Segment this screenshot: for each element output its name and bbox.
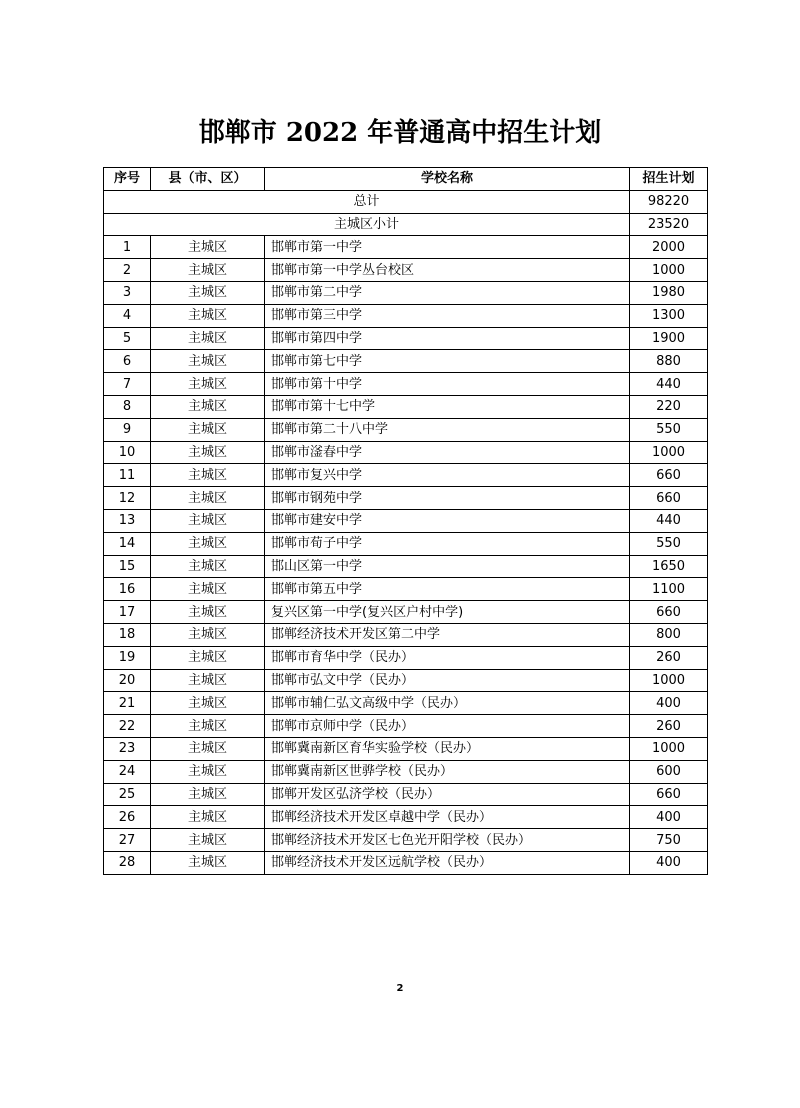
table-row <box>104 851 708 874</box>
table-row <box>104 578 708 601</box>
row-no: 19 <box>104 646 151 669</box>
row-county: 主城区 <box>151 236 265 259</box>
row-county: 主城区 <box>151 441 265 464</box>
row-county: 主城区 <box>151 281 265 304</box>
row-count: 660 <box>630 487 708 510</box>
row-count: 550 <box>630 532 708 555</box>
table-row <box>104 737 708 760</box>
row-count: 880 <box>630 350 708 373</box>
row-no: 13 <box>104 509 151 532</box>
row-no: 16 <box>104 578 151 601</box>
row-county: 主城区 <box>151 623 265 646</box>
row-count: 800 <box>630 623 708 646</box>
row-school: 邯郸市荀子中学 <box>265 532 630 555</box>
table-row <box>104 532 708 555</box>
row-no: 11 <box>104 464 151 487</box>
row-count: 1100 <box>630 578 708 601</box>
row-count: 1000 <box>630 259 708 282</box>
row-no: 1 <box>104 236 151 259</box>
subtotal-label: 主城区小计 <box>104 213 630 236</box>
row-county: 主城区 <box>151 646 265 669</box>
row-school: 邯郸冀南新区世骅学校（民办） <box>265 760 630 783</box>
row-count: 440 <box>630 373 708 396</box>
row-count: 260 <box>630 715 708 738</box>
row-county: 主城区 <box>151 464 265 487</box>
row-count: 220 <box>630 395 708 418</box>
row-no: 25 <box>104 783 151 806</box>
table-row <box>104 669 708 692</box>
row-school: 邯郸市复兴中学 <box>265 464 630 487</box>
subtotal-row <box>104 213 708 236</box>
row-no: 8 <box>104 395 151 418</box>
table-row <box>104 464 708 487</box>
row-no: 22 <box>104 715 151 738</box>
row-school: 邯郸市第四中学 <box>265 327 630 350</box>
table-row <box>104 829 708 852</box>
row-count: 400 <box>630 851 708 874</box>
row-school: 邯郸市第一中学 <box>265 236 630 259</box>
header-count: 招生计划 <box>630 168 708 191</box>
row-school: 邯郸经济技术开发区卓越中学（民办） <box>265 806 630 829</box>
row-county: 主城区 <box>151 601 265 624</box>
row-no: 2 <box>104 259 151 282</box>
row-school: 邯郸市弘文中学（民办） <box>265 669 630 692</box>
table-row <box>104 236 708 259</box>
row-no: 21 <box>104 692 151 715</box>
table-row <box>104 760 708 783</box>
row-no: 7 <box>104 373 151 396</box>
row-no: 26 <box>104 806 151 829</box>
row-county: 主城区 <box>151 760 265 783</box>
row-count: 600 <box>630 760 708 783</box>
row-county: 主城区 <box>151 578 265 601</box>
table-row <box>104 783 708 806</box>
row-county: 主城区 <box>151 692 265 715</box>
row-school: 复兴区第一中学(复兴区户村中学) <box>265 601 630 624</box>
row-county: 主城区 <box>151 829 265 852</box>
row-count: 1900 <box>630 327 708 350</box>
row-no: 4 <box>104 304 151 327</box>
row-no: 17 <box>104 601 151 624</box>
row-school: 邯郸市辅仁弘文高级中学（民办） <box>265 692 630 715</box>
row-county: 主城区 <box>151 806 265 829</box>
total-value: 98220 <box>630 190 708 213</box>
row-school: 邯郸市育华中学（民办） <box>265 646 630 669</box>
row-school: 邯山区第一中学 <box>265 555 630 578</box>
table-header-row <box>104 168 708 191</box>
row-county: 主城区 <box>151 783 265 806</box>
page-title: 邯郸市 2022 年普通高中招生计划 <box>198 118 602 148</box>
table-row <box>104 646 708 669</box>
row-school: 邯郸市第二中学 <box>265 281 630 304</box>
row-school: 邯郸经济技术开发区第二中学 <box>265 623 630 646</box>
row-count: 260 <box>630 646 708 669</box>
subtotal-value: 23520 <box>630 213 708 236</box>
row-county: 主城区 <box>151 259 265 282</box>
row-no: 3 <box>104 281 151 304</box>
header-school: 学校名称 <box>265 168 630 191</box>
page-number: 2 <box>396 983 404 994</box>
row-county: 主城区 <box>151 395 265 418</box>
row-school: 邯郸市钢苑中学 <box>265 487 630 510</box>
row-school: 邯郸市第十中学 <box>265 373 630 396</box>
row-county: 主城区 <box>151 373 265 396</box>
table-row <box>104 487 708 510</box>
table-row <box>104 601 708 624</box>
row-school: 邯郸开发区弘济学校（民办） <box>265 783 630 806</box>
table-row <box>104 281 708 304</box>
row-school: 邯郸市第二十八中学 <box>265 418 630 441</box>
table-row <box>104 806 708 829</box>
row-no: 5 <box>104 327 151 350</box>
row-no: 28 <box>104 851 151 874</box>
row-school: 邯郸市建安中学 <box>265 509 630 532</box>
row-school: 邯郸经济技术开发区七色光开阳学校（民办） <box>265 829 630 852</box>
total-label: 总计 <box>104 190 630 213</box>
row-no: 24 <box>104 760 151 783</box>
table-row <box>104 418 708 441</box>
row-school: 邯郸市第一中学丛台校区 <box>265 259 630 282</box>
row-no: 23 <box>104 737 151 760</box>
row-no: 9 <box>104 418 151 441</box>
row-school: 邯郸市第三中学 <box>265 304 630 327</box>
row-count: 750 <box>630 829 708 852</box>
table-row <box>104 441 708 464</box>
table-row <box>104 509 708 532</box>
table-row <box>104 715 708 738</box>
row-school: 邯郸市第七中学 <box>265 350 630 373</box>
row-county: 主城区 <box>151 304 265 327</box>
row-no: 12 <box>104 487 151 510</box>
table-row <box>104 327 708 350</box>
table-row <box>104 350 708 373</box>
row-no: 27 <box>104 829 151 852</box>
row-school: 邯郸市滏春中学 <box>265 441 630 464</box>
table-row <box>104 373 708 396</box>
row-county: 主城区 <box>151 509 265 532</box>
row-school: 邯郸市第十七中学 <box>265 395 630 418</box>
row-no: 15 <box>104 555 151 578</box>
row-count: 1650 <box>630 555 708 578</box>
row-county: 主城区 <box>151 669 265 692</box>
row-no: 6 <box>104 350 151 373</box>
row-school: 邯郸经济技术开发区远航学校（民办） <box>265 851 630 874</box>
row-no: 20 <box>104 669 151 692</box>
row-count: 660 <box>630 464 708 487</box>
row-no: 14 <box>104 532 151 555</box>
row-no: 10 <box>104 441 151 464</box>
table-row <box>104 555 708 578</box>
row-county: 主城区 <box>151 350 265 373</box>
total-row <box>104 190 708 213</box>
row-count: 1300 <box>630 304 708 327</box>
row-count: 660 <box>630 783 708 806</box>
row-county: 主城区 <box>151 737 265 760</box>
row-count: 660 <box>630 601 708 624</box>
table-row <box>104 304 708 327</box>
row-school: 邯郸市第五中学 <box>265 578 630 601</box>
row-county: 主城区 <box>151 418 265 441</box>
table-row <box>104 623 708 646</box>
row-county: 主城区 <box>151 715 265 738</box>
table-row <box>104 259 708 282</box>
row-county: 主城区 <box>151 851 265 874</box>
enrollment-plan-table <box>103 167 708 875</box>
row-count: 1000 <box>630 669 708 692</box>
row-county: 主城区 <box>151 327 265 350</box>
header-county: 县（市、区） <box>151 168 265 191</box>
row-count: 400 <box>630 806 708 829</box>
row-count: 2000 <box>630 236 708 259</box>
row-count: 400 <box>630 692 708 715</box>
row-county: 主城区 <box>151 487 265 510</box>
row-count: 1000 <box>630 441 708 464</box>
row-school: 邯郸市京师中学（民办） <box>265 715 630 738</box>
row-count: 1000 <box>630 737 708 760</box>
row-county: 主城区 <box>151 532 265 555</box>
row-count: 550 <box>630 418 708 441</box>
row-county: 主城区 <box>151 555 265 578</box>
table-row <box>104 692 708 715</box>
table-row <box>104 395 708 418</box>
row-count: 1980 <box>630 281 708 304</box>
header-no: 序号 <box>104 168 151 191</box>
row-no: 18 <box>104 623 151 646</box>
row-school: 邯郸冀南新区育华实验学校（民办） <box>265 737 630 760</box>
row-count: 440 <box>630 509 708 532</box>
